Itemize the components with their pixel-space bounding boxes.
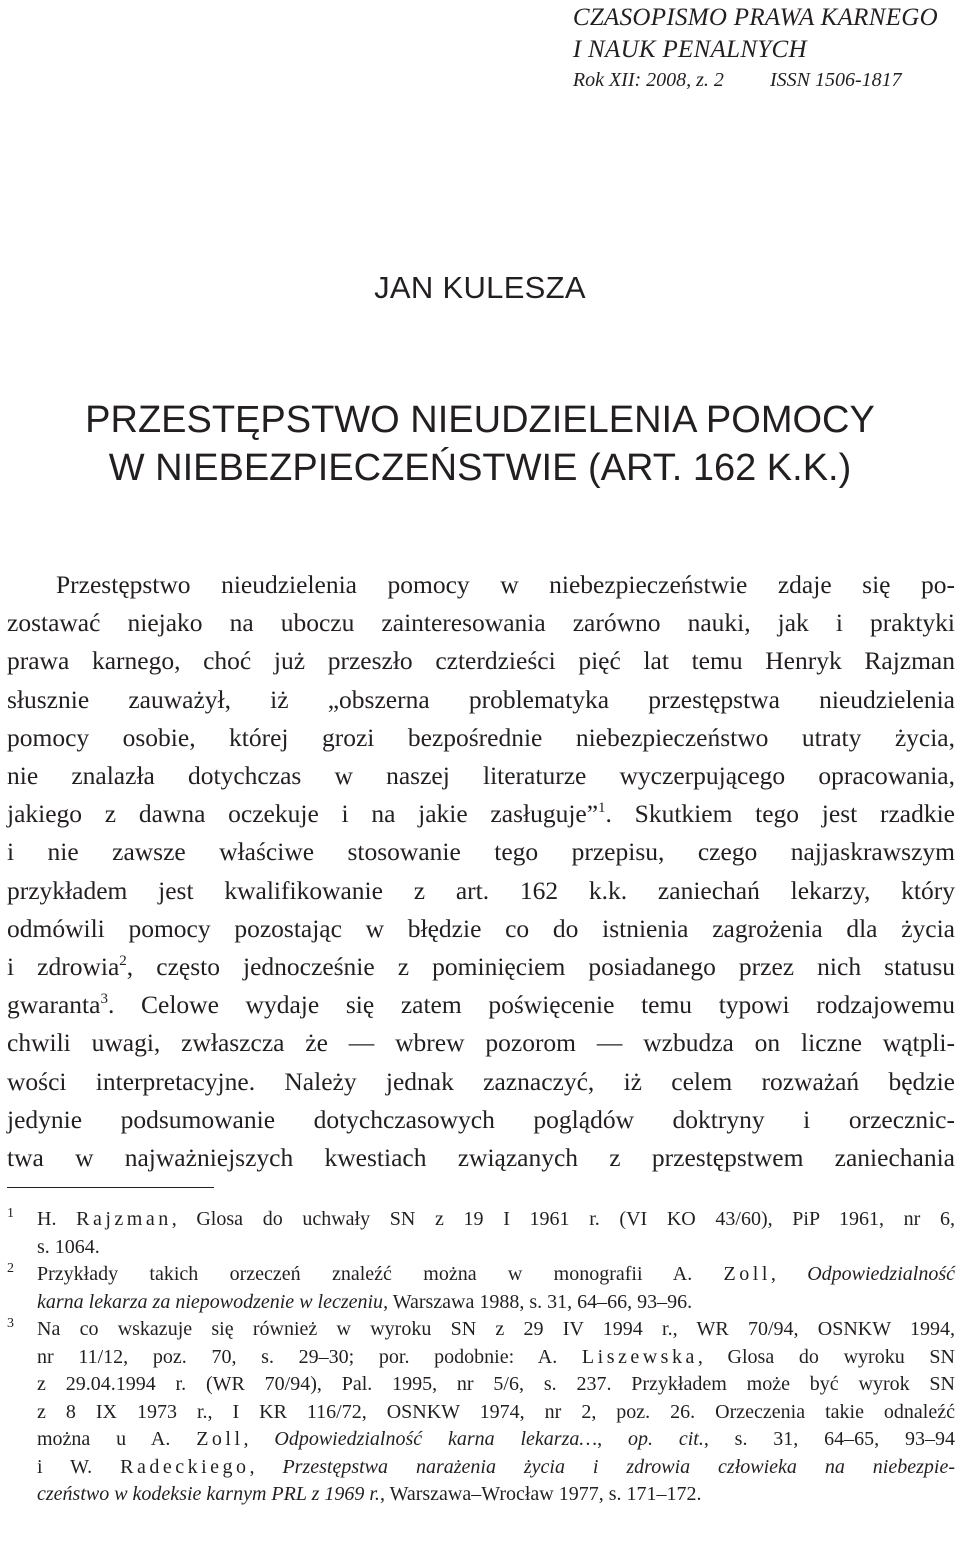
footnote-ref-2[interactable]: 2 (119, 953, 127, 970)
body-line: pomocy osobie, której grozi bezpośrednie niebezpieczeństwo utraty życia, (7, 722, 955, 752)
body-line: słusznie zauważył, iż „obszerna problematyka przestępstwa nieudzielenia (7, 684, 955, 714)
article-author: JAN KULESZA (374, 270, 586, 305)
body-line: wości interpretacyjne. Należy jednak zaznaczyć, iż celem rozważań będzie (7, 1066, 955, 1096)
body-line: nie znalazła dotychczas w naszej literaturze wyczerpującego opracowania, (7, 761, 955, 791)
body-line: Przestępstwo nieudzielenia pomocy w niebezpieczeństwie zdaje się po- (56, 570, 955, 599)
year-issue: Rok XII: 2008, z. 2 (572, 69, 724, 91)
footnote-ref-3[interactable]: 3 (100, 991, 108, 1008)
footnote-number: 2 (7, 1261, 14, 1276)
footnotes (7, 1206, 955, 1509)
title-line-1: PRZESTĘPSTWO NIEUDZIELENIA POMOCY (85, 399, 875, 441)
journal-name-line2: I NAUK PENALNYCH (572, 36, 807, 63)
author-name: Zoll (723, 1263, 771, 1285)
body-line: przykładem jest kwalifikowanie z art. 162 k.k. zaniechań lekarzy, który (7, 875, 955, 905)
issn: ISSN 1506-1817 (769, 69, 902, 91)
body-line: i nie zawsze właściwe stosowanie tego przepisu, czego najjaskrawszym (7, 837, 955, 867)
author-name: Zoll (196, 1428, 244, 1450)
body-line: prawa karnego, choć już przeszło czterdzieści pięć lat temu Henryk Rajzman (7, 646, 955, 676)
body-line: zostawać niejako na uboczu zainteresowania zarówno nauki, jak i praktyki (7, 608, 955, 638)
footnote-1: 1 H. Rajzman, Glosa do uchwały SN z 19 I 1961 r. (VI KO 43/60), PiP 1961, nr 6, s. 1064. (7, 1206, 955, 1261)
body-line: chwili uwagi, zwłaszcza że — wbrew pozorom — wzbudza on liczne wątpli- (7, 1028, 955, 1058)
author-name: Rajzman (76, 1208, 172, 1230)
journal-header (573, 2, 938, 94)
body-line: twa w najważniejszych kwestiach związanych z przestępstwem zaniechania (7, 1143, 955, 1173)
body-line: jakiego z dawna oczekuje i na jakie zasługuje”$^1$. Skutkiem tego jest rzadkie (7, 799, 955, 829)
title-line-2: W NIEBEZPIECZEŃSTWIE (ART. 162 K.K.) (108, 447, 852, 489)
body-line: gwaranta$^3$. Celowe wydaje się zatem poświęcenie temu typowi rodzajowemu (7, 990, 955, 1020)
footnote-ref-1[interactable]: 1 (598, 800, 606, 817)
article-title (0, 396, 960, 492)
body-line: odmówili pomocy pozostając w błędzie co do istnienia zagrożenia dla życia (7, 913, 955, 943)
footnote-number: 3 (7, 1316, 14, 1331)
body-line: jedynie podsumowanie dotychczasowych poglądów doktryny i orzecznic- (7, 1104, 955, 1134)
author-name: Liszewska (581, 1345, 698, 1368)
footnote-separator (7, 1187, 214, 1188)
author-name: Radeckiego (120, 1455, 250, 1478)
article-body (7, 566, 955, 1177)
footnote-number: 1 (7, 1206, 14, 1221)
body-line: i zdrowia$^2$, często jednocześnie z pominięciem posiadanego przez nich statusu (7, 952, 955, 982)
footnote-2: 2 Przykłady takich orzeczeń znaleźć można w monografii A. Zoll, Odpowiedzialność karna lekarza za niepowodzenie w leczeniu, Warszawa 1988, s. 31, 64–66, 93–96. (7, 1261, 955, 1316)
journal-issue-line (573, 66, 938, 94)
journal-name-line1: CZASOPISMO PRAWA KARNEGO (572, 4, 938, 31)
footnote-3: 3 Na co wskazuje się również w wyroku SN z 29 IV 1994 r., WR 70/94, OSNKW 1994, nr 11/12, poz. 70, s. 29–30; por. podobnie: A. Liszewska, Glosa do wyroku SN z 29.04.1994 r. (WR 70/94), Pal. 1995, nr 5/6, s. 237. Przykładem może być wyrok SN z 8 IX 1973 r., I KR 116/72, OSNKW 1974, nr 2, poz. 26. Orzeczenia takie odnaleźć można u A. Zoll, Odpowiedzialność karna lekarza…, op. cit., s. 31, 64–65, 93–94 i W. Radeckiego, Przestępstwa narażenia życia i zdrowia człowieka na niebezpie- czeństwo w kodeksie karnym PRL z 1969 r., Warszawa–Wrocław 1977, s. 171–172. (7, 1316, 955, 1509)
